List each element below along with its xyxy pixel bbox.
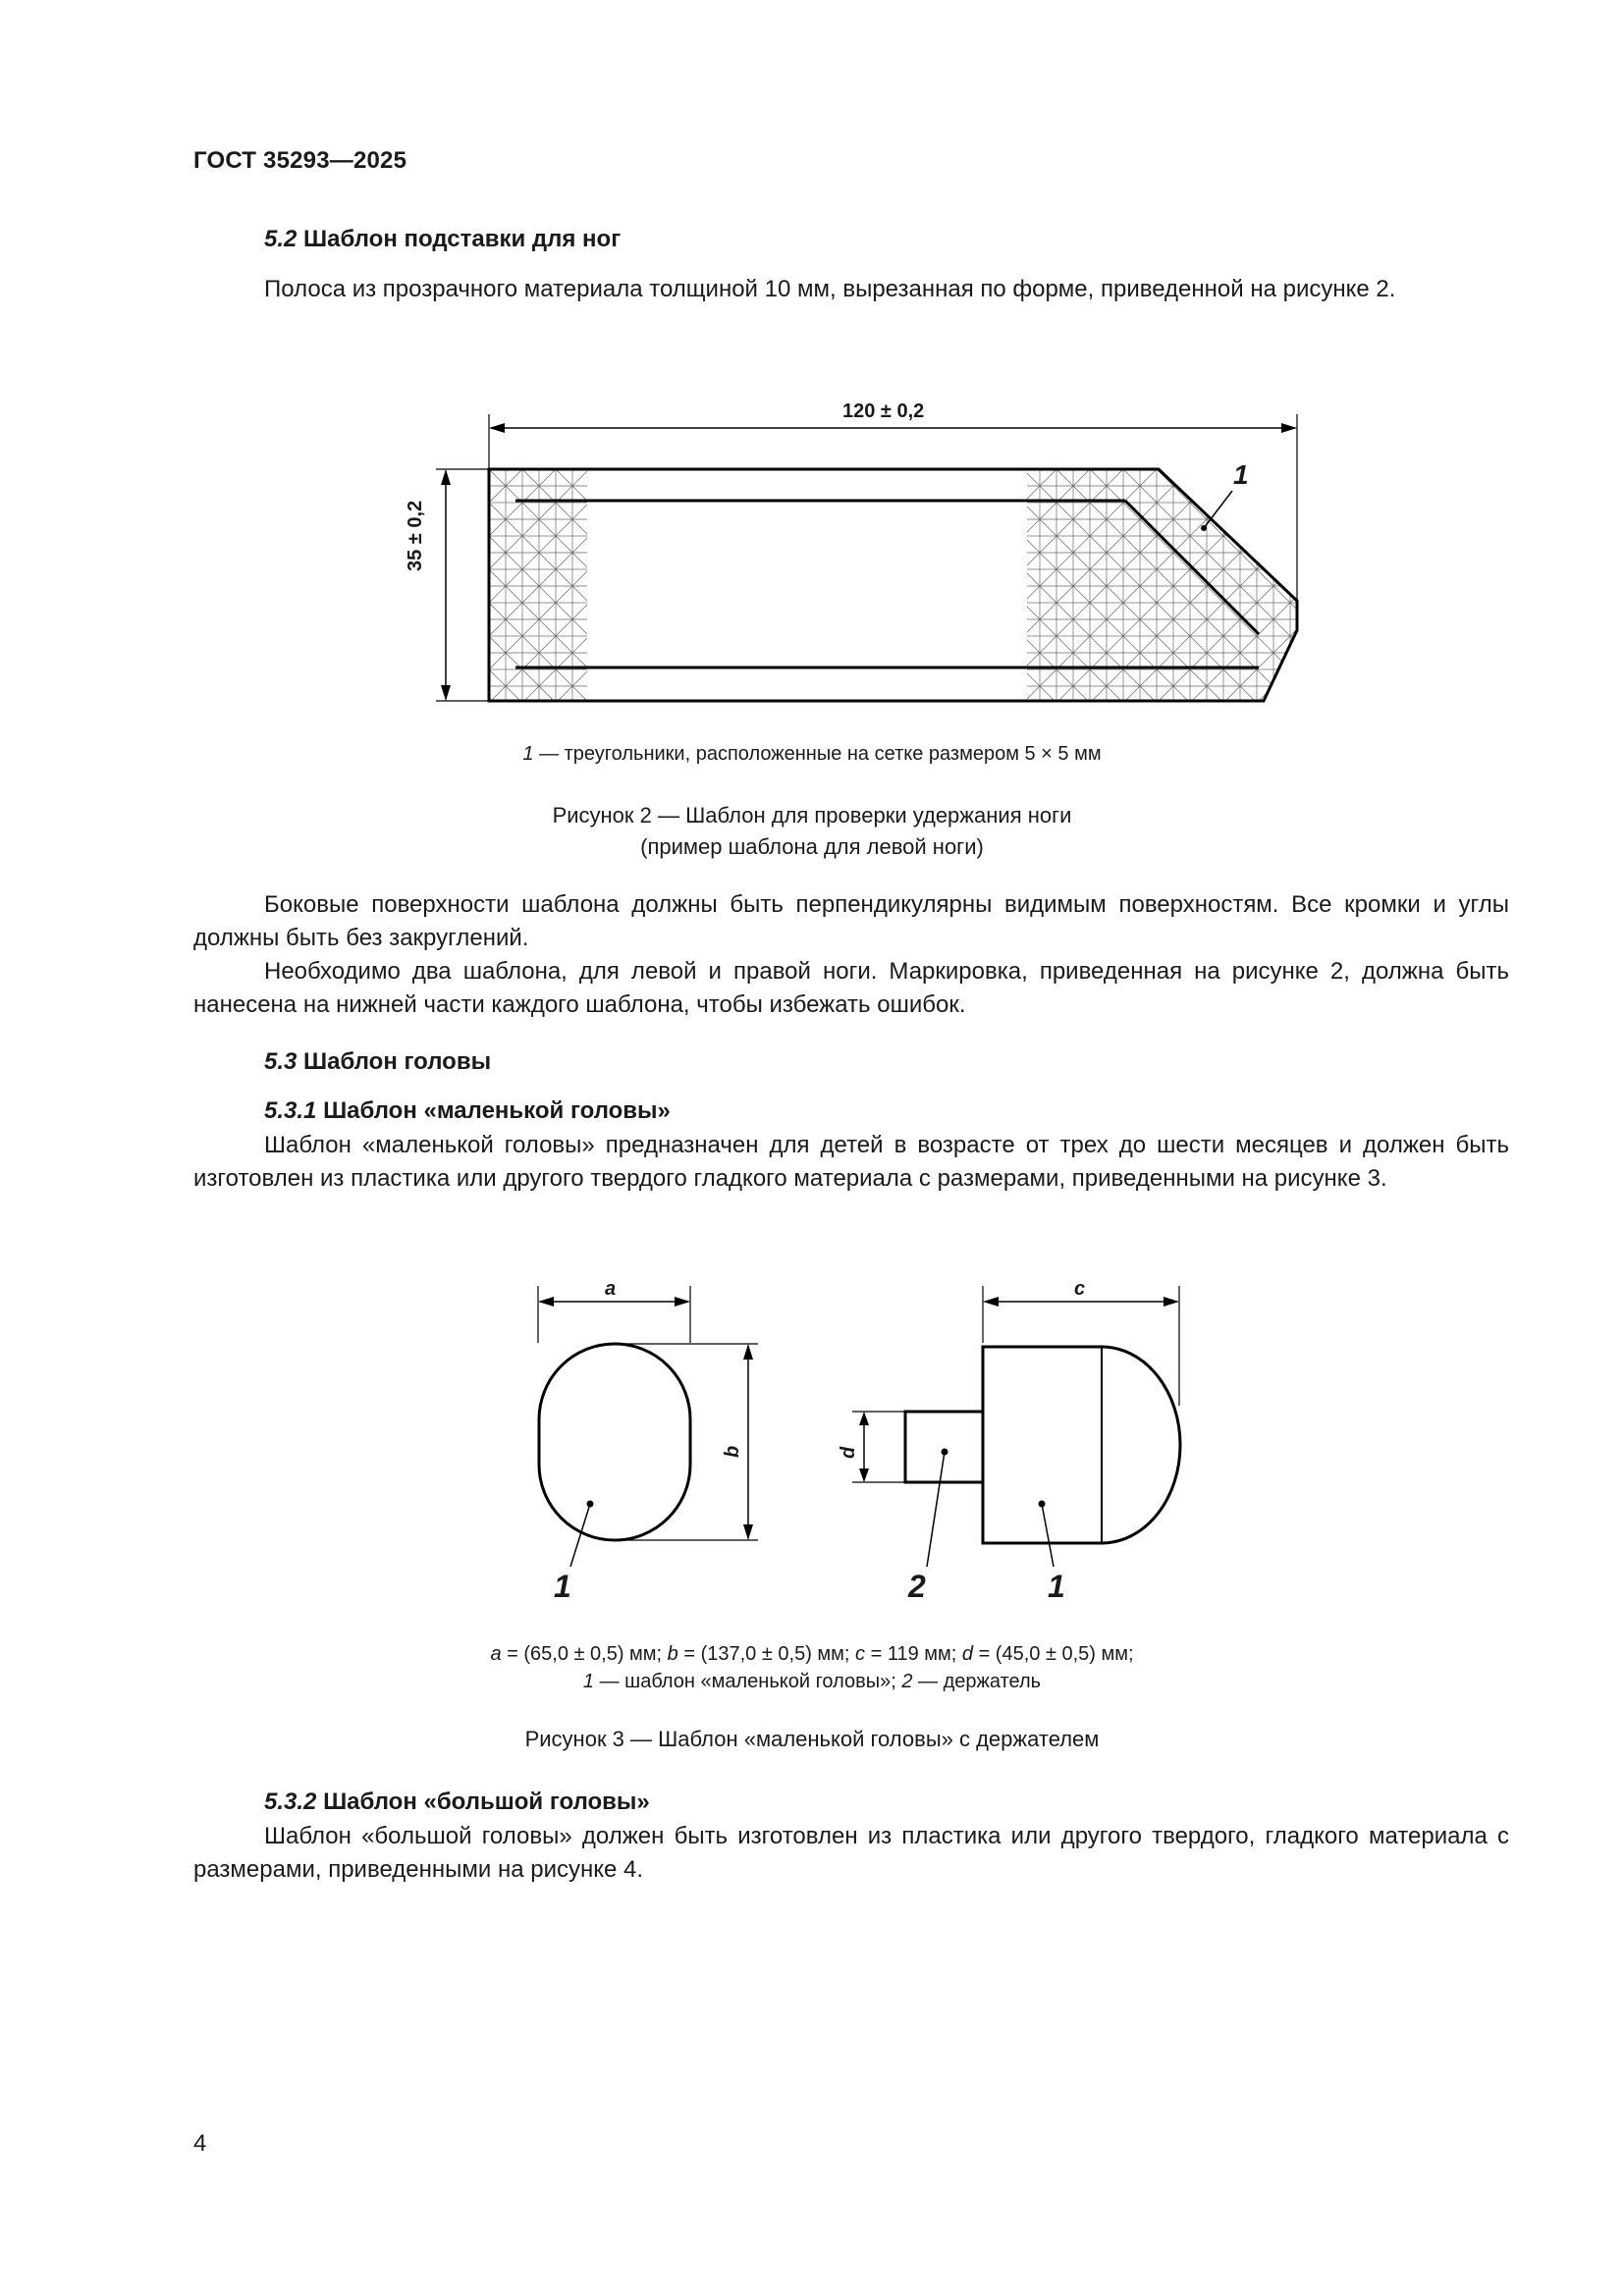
section-number: 5.3 bbox=[264, 1048, 298, 1075]
figure-3-drawing bbox=[0, 1266, 1624, 1620]
legend-text-1: — шаблон «маленькой головы»; bbox=[594, 1671, 902, 1692]
figure-3-label-2: 2 bbox=[908, 1569, 926, 1604]
paragraph: Необходимо два шаблона, для левой и правой ноги. Маркировка, приведенная на рисунке 2, должна быть нанесена на нижней части каждого шаблона, чтобы избежать ошибок. bbox=[193, 958, 1509, 1018]
section-5-3-2-heading bbox=[264, 1789, 650, 1816]
legend-number-2: 2 bbox=[901, 1671, 913, 1692]
dimension-b: b bbox=[722, 1445, 743, 1458]
paragraph: Полоса из прозрачного материала толщиной 10 мм, вырезанная по форме, приведенной на рисунке 2. bbox=[264, 276, 1396, 302]
section-title: Шаблон подставки для ног bbox=[303, 226, 622, 252]
section-number: 5.2 bbox=[264, 226, 298, 252]
symbol-c: c bbox=[855, 1643, 866, 1665]
symbol-b: b bbox=[667, 1643, 678, 1665]
section-5-3-1-heading bbox=[264, 1097, 671, 1125]
section-5-3-1-body bbox=[193, 1129, 1509, 1196]
legend-number: 1 bbox=[522, 743, 534, 765]
figure-2-caption bbox=[0, 800, 1624, 863]
figure-3-caption: Рисунок 3 — Шаблон «маленькой головы» с держателем bbox=[524, 1727, 1100, 1751]
section-title: Шаблон «большой головы» bbox=[323, 1789, 650, 1815]
figure-3-legend-line-2 bbox=[0, 1671, 1624, 1693]
dimension-width: 35 ± 0,2 bbox=[405, 500, 426, 571]
caption-line-1: Рисунок 2 — Шаблон для проверки удержания ноги bbox=[552, 803, 1072, 828]
page-number: 4 bbox=[193, 2130, 207, 2157]
value-c: = 119 мм; bbox=[865, 1643, 962, 1665]
section-5-3-heading bbox=[264, 1048, 491, 1076]
figure-3-legend-line-1 bbox=[0, 1643, 1624, 1666]
dimension-a: a bbox=[605, 1278, 617, 1300]
paragraph: Шаблон «большой головы» должен быть изготовлен из пластика или другого твердого, гладкого материала с размерами, приведенными на рисунке 4. bbox=[193, 1823, 1509, 1883]
paragraph: Боковые поверхности шаблона должны быть перпендикулярны видимым поверхностям. Все кромки и углы должны быть без закруглений. bbox=[193, 891, 1509, 951]
value-a: = (65,0 ± 0,5) мм; bbox=[501, 1643, 668, 1665]
legend-text: — треугольники, расположенные на сетке размером 5 × 5 мм bbox=[533, 743, 1102, 765]
figure-3-label-1-right: 1 bbox=[1048, 1569, 1065, 1604]
section-title: Шаблон головы bbox=[303, 1048, 492, 1075]
value-b: = (137,0 ± 0,5) мм; bbox=[677, 1643, 856, 1665]
caption-line-2: (пример шаблона для левой ноги) bbox=[640, 834, 984, 859]
section-number: 5.3.1 bbox=[264, 1097, 317, 1124]
document-header: ГОСТ 35293—2025 bbox=[193, 147, 407, 174]
figure-2-legend bbox=[0, 743, 1624, 766]
symbol-a: a bbox=[490, 1643, 502, 1665]
figure-3-label-1-left: 1 bbox=[554, 1569, 571, 1604]
legend-number-1: 1 bbox=[582, 1671, 595, 1692]
figure-2-drawing bbox=[0, 393, 1624, 766]
section-number: 5.3.2 bbox=[264, 1789, 317, 1815]
dimension-d: d bbox=[838, 1446, 859, 1459]
section-5-3-2-body bbox=[193, 1820, 1509, 1887]
value-d: = (45,0 ± 0,5) мм; bbox=[973, 1643, 1134, 1665]
section-title: Шаблон «маленькой головы» bbox=[323, 1097, 671, 1124]
after-figure-2-body bbox=[193, 888, 1509, 1022]
symbol-d: d bbox=[961, 1643, 974, 1665]
section-5-2-heading bbox=[264, 226, 621, 253]
paragraph: Шаблон «маленькой головы» предназначен для детей в возрасте от трех до шести месяцев и должен быть изготовлен из пластика или другого твердого гладкого материала с размерами, приведенными на рисунке 3. bbox=[193, 1132, 1509, 1192]
dimension-c: c bbox=[1074, 1278, 1086, 1300]
legend-text-2: — держатель bbox=[912, 1671, 1042, 1692]
section-5-2-body bbox=[193, 273, 1509, 306]
dimension-length: 120 ± 0,2 bbox=[842, 400, 925, 422]
figure-2-callout-1: 1 bbox=[1233, 459, 1249, 490]
